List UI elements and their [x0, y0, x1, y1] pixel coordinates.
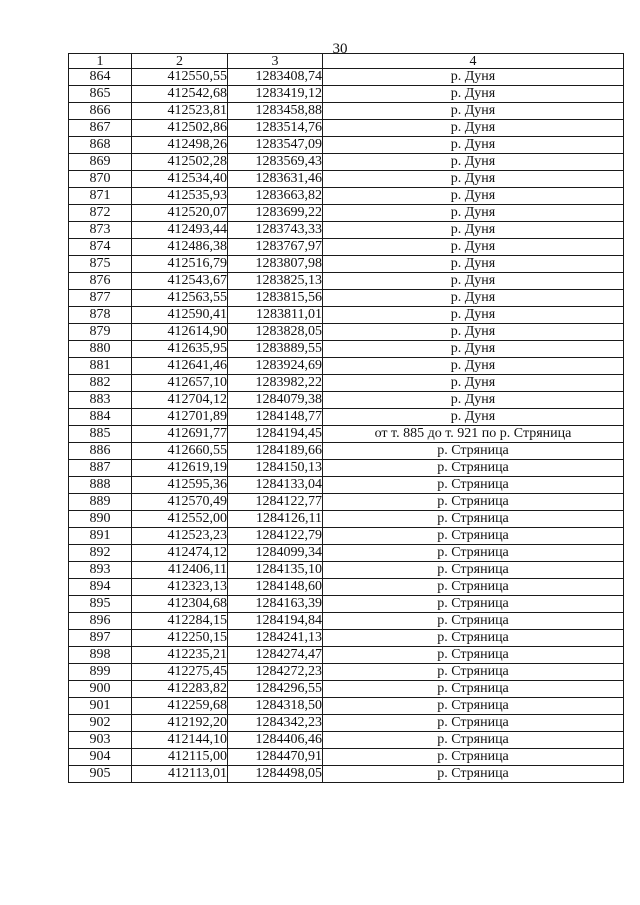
description-cell: р. Дуня	[323, 69, 624, 86]
y-coordinate-cell: 1283419,12	[228, 86, 323, 103]
x-coordinate-cell: 412523,81	[132, 103, 228, 120]
point-number-cell: 874	[69, 239, 132, 256]
y-coordinate-cell: 1283924,69	[228, 358, 323, 375]
table-row	[69, 732, 624, 749]
x-coordinate-cell: 412595,36	[132, 477, 228, 494]
y-coordinate-cell: 1284241,13	[228, 630, 323, 647]
description-cell: р. Стряница	[323, 596, 624, 613]
table-row	[69, 307, 624, 324]
header-cell-x: 2	[132, 54, 228, 69]
point-number-cell: 898	[69, 647, 132, 664]
y-coordinate-cell: 1283699,22	[228, 205, 323, 222]
point-number-cell: 864	[69, 69, 132, 86]
x-coordinate-cell: 412502,28	[132, 154, 228, 171]
description-cell: р. Дуня	[323, 120, 624, 137]
x-coordinate-cell: 412550,55	[132, 69, 228, 86]
description-cell: р. Стряница	[323, 562, 624, 579]
y-coordinate-cell: 1284274,47	[228, 647, 323, 664]
point-number-cell: 865	[69, 86, 132, 103]
page-number: 30	[332, 41, 348, 57]
point-number-cell: 904	[69, 749, 132, 766]
x-coordinate-cell: 412619,19	[132, 460, 228, 477]
x-coordinate-cell: 412614,90	[132, 324, 228, 341]
point-number-cell: 901	[69, 698, 132, 715]
y-coordinate-cell: 1283807,98	[228, 256, 323, 273]
point-number-cell: 882	[69, 375, 132, 392]
y-coordinate-cell: 1284318,50	[228, 698, 323, 715]
table-row	[69, 681, 624, 698]
description-cell: р. Стряница	[323, 766, 624, 783]
x-coordinate-cell: 412552,00	[132, 511, 228, 528]
description-cell: р. Дуня	[323, 290, 624, 307]
table-row	[69, 596, 624, 613]
table-row	[69, 443, 624, 460]
table-row	[69, 171, 624, 188]
y-coordinate-cell: 1283631,46	[228, 171, 323, 188]
x-coordinate-cell: 412534,40	[132, 171, 228, 188]
x-coordinate-cell: 412474,12	[132, 545, 228, 562]
description-cell: р. Стряница	[323, 613, 624, 630]
point-number-cell: 884	[69, 409, 132, 426]
header-cell-description: 4	[323, 54, 624, 69]
table-row	[69, 137, 624, 154]
point-number-cell: 883	[69, 392, 132, 409]
table-row	[69, 341, 624, 358]
y-coordinate-cell: 1283458,88	[228, 103, 323, 120]
description-cell: р. Дуня	[323, 103, 624, 120]
description-cell: р. Дуня	[323, 188, 624, 205]
point-number-cell: 879	[69, 324, 132, 341]
table-row	[69, 86, 624, 103]
description-cell: р. Дуня	[323, 154, 624, 171]
x-coordinate-cell: 412283,82	[132, 681, 228, 698]
y-coordinate-cell: 1283547,09	[228, 137, 323, 154]
x-coordinate-cell: 412542,68	[132, 86, 228, 103]
x-coordinate-cell: 412486,38	[132, 239, 228, 256]
y-coordinate-cell: 1284296,55	[228, 681, 323, 698]
x-coordinate-cell: 412563,55	[132, 290, 228, 307]
x-coordinate-cell: 412657,10	[132, 375, 228, 392]
point-number-cell: 868	[69, 137, 132, 154]
point-number-cell: 878	[69, 307, 132, 324]
x-coordinate-cell: 412323,13	[132, 579, 228, 596]
point-number-cell: 900	[69, 681, 132, 698]
table-row	[69, 290, 624, 307]
y-coordinate-cell: 1284148,77	[228, 409, 323, 426]
y-coordinate-cell: 1284148,60	[228, 579, 323, 596]
y-coordinate-cell: 1283811,01	[228, 307, 323, 324]
x-coordinate-cell: 412304,68	[132, 596, 228, 613]
description-cell: р. Стряница	[323, 732, 624, 749]
point-number-cell: 893	[69, 562, 132, 579]
x-coordinate-cell: 412704,12	[132, 392, 228, 409]
point-number-cell: 870	[69, 171, 132, 188]
y-coordinate-cell: 1284189,66	[228, 443, 323, 460]
description-cell: р. Стряница	[323, 698, 624, 715]
point-number-cell: 895	[69, 596, 132, 613]
point-number-cell: 875	[69, 256, 132, 273]
description-cell: р. Дуня	[323, 171, 624, 188]
point-number-cell: 896	[69, 613, 132, 630]
description-cell: р. Дуня	[323, 239, 624, 256]
description-cell: р. Дуня	[323, 86, 624, 103]
y-coordinate-cell: 1283514,76	[228, 120, 323, 137]
table-row	[69, 324, 624, 341]
point-number-cell: 877	[69, 290, 132, 307]
table-row	[69, 715, 624, 732]
x-coordinate-cell: 412406,11	[132, 562, 228, 579]
y-coordinate-cell: 1283408,74	[228, 69, 323, 86]
description-cell: р. Стряница	[323, 477, 624, 494]
description-cell: р. Дуня	[323, 409, 624, 426]
x-coordinate-cell: 412493,44	[132, 222, 228, 239]
table-row	[69, 426, 624, 443]
point-number-cell: 872	[69, 205, 132, 222]
description-cell: р. Дуня	[323, 358, 624, 375]
table-row	[69, 188, 624, 205]
table-row	[69, 409, 624, 426]
point-number-cell: 873	[69, 222, 132, 239]
y-coordinate-cell: 1283825,13	[228, 273, 323, 290]
y-coordinate-cell: 1283815,56	[228, 290, 323, 307]
table-row	[69, 239, 624, 256]
point-number-cell: 894	[69, 579, 132, 596]
x-coordinate-cell: 412498,26	[132, 137, 228, 154]
table-row	[69, 528, 624, 545]
table-row	[69, 562, 624, 579]
point-number-cell: 903	[69, 732, 132, 749]
header-cell-y: 3	[228, 54, 323, 69]
description-cell: р. Дуня	[323, 392, 624, 409]
description-cell: р. Стряница	[323, 579, 624, 596]
table-row	[69, 511, 624, 528]
y-coordinate-cell: 1284122,79	[228, 528, 323, 545]
header-cell-point-number: 1	[69, 54, 132, 69]
y-coordinate-cell: 1283663,82	[228, 188, 323, 205]
point-number-cell: 899	[69, 664, 132, 681]
description-cell: р. Дуня	[323, 222, 624, 239]
y-coordinate-cell: 1284342,23	[228, 715, 323, 732]
point-number-cell: 881	[69, 358, 132, 375]
table-row	[69, 392, 624, 409]
point-number-cell: 885	[69, 426, 132, 443]
point-number-cell: 866	[69, 103, 132, 120]
table-row	[69, 375, 624, 392]
point-number-cell: 892	[69, 545, 132, 562]
y-coordinate-cell: 1284470,91	[228, 749, 323, 766]
description-cell: р. Дуня	[323, 137, 624, 154]
description-cell: р. Дуня	[323, 324, 624, 341]
description-cell: р. Стряница	[323, 647, 624, 664]
y-coordinate-cell: 1284133,04	[228, 477, 323, 494]
description-cell: р. Стряница	[323, 528, 624, 545]
x-coordinate-cell: 412691,77	[132, 426, 228, 443]
table-row	[69, 477, 624, 494]
y-coordinate-cell: 1284194,45	[228, 426, 323, 443]
table-row	[69, 273, 624, 290]
table-row	[69, 103, 624, 120]
y-coordinate-cell: 1284194,84	[228, 613, 323, 630]
y-coordinate-cell: 1284079,38	[228, 392, 323, 409]
table-row	[69, 460, 624, 477]
x-coordinate-cell: 412113,01	[132, 766, 228, 783]
x-coordinate-cell: 412144,10	[132, 732, 228, 749]
description-cell: р. Стряница	[323, 664, 624, 681]
x-coordinate-cell: 412502,86	[132, 120, 228, 137]
x-coordinate-cell: 412275,45	[132, 664, 228, 681]
description-cell: р. Дуня	[323, 205, 624, 222]
table-row	[69, 749, 624, 766]
table-row	[69, 579, 624, 596]
description-cell: р. Стряница	[323, 630, 624, 647]
y-coordinate-cell: 1284099,34	[228, 545, 323, 562]
point-number-cell: 905	[69, 766, 132, 783]
point-number-cell: 889	[69, 494, 132, 511]
table-row	[69, 766, 624, 783]
point-number-cell: 876	[69, 273, 132, 290]
y-coordinate-cell: 1283767,97	[228, 239, 323, 256]
description-cell: р. Дуня	[323, 256, 624, 273]
description-cell: р. Дуня	[323, 375, 624, 392]
table-row	[69, 613, 624, 630]
y-coordinate-cell: 1283982,22	[228, 375, 323, 392]
table-row	[69, 358, 624, 375]
table-row	[69, 698, 624, 715]
point-number-cell: 891	[69, 528, 132, 545]
y-coordinate-cell: 1284135,10	[228, 562, 323, 579]
y-coordinate-cell: 1284498,05	[228, 766, 323, 783]
point-number-cell: 897	[69, 630, 132, 647]
point-number-cell: 888	[69, 477, 132, 494]
x-coordinate-cell: 412641,46	[132, 358, 228, 375]
x-coordinate-cell: 412192,20	[132, 715, 228, 732]
y-coordinate-cell: 1283743,33	[228, 222, 323, 239]
table-body	[69, 69, 624, 783]
point-number-cell: 902	[69, 715, 132, 732]
x-coordinate-cell: 412570,49	[132, 494, 228, 511]
table-row	[69, 69, 624, 86]
description-cell: от т. 885 до т. 921 по р. Стряница	[323, 426, 624, 443]
description-cell: р. Стряница	[323, 749, 624, 766]
point-number-cell: 869	[69, 154, 132, 171]
description-cell: р. Стряница	[323, 511, 624, 528]
table-row	[69, 630, 624, 647]
table-row	[69, 120, 624, 137]
table-row	[69, 664, 624, 681]
x-coordinate-cell: 412115,00	[132, 749, 228, 766]
description-cell: р. Стряница	[323, 715, 624, 732]
y-coordinate-cell: 1283828,05	[228, 324, 323, 341]
table-row	[69, 222, 624, 239]
y-coordinate-cell: 1284126,11	[228, 511, 323, 528]
table-row	[69, 205, 624, 222]
point-number-cell: 867	[69, 120, 132, 137]
table-row	[69, 154, 624, 171]
y-coordinate-cell: 1284272,23	[228, 664, 323, 681]
x-coordinate-cell: 412250,15	[132, 630, 228, 647]
coordinates-table	[68, 53, 624, 783]
x-coordinate-cell: 412259,68	[132, 698, 228, 715]
point-number-cell: 886	[69, 443, 132, 460]
y-coordinate-cell: 1284406,46	[228, 732, 323, 749]
header-row	[69, 54, 624, 69]
y-coordinate-cell: 1284150,13	[228, 460, 323, 477]
point-number-cell: 890	[69, 511, 132, 528]
table-row	[69, 494, 624, 511]
x-coordinate-cell: 412543,67	[132, 273, 228, 290]
table-row	[69, 256, 624, 273]
description-cell: р. Стряница	[323, 545, 624, 562]
y-coordinate-cell: 1283889,55	[228, 341, 323, 358]
table-header	[69, 54, 624, 69]
y-coordinate-cell: 1284163,39	[228, 596, 323, 613]
table-row	[69, 647, 624, 664]
x-coordinate-cell: 412635,95	[132, 341, 228, 358]
table-row	[69, 545, 624, 562]
x-coordinate-cell: 412284,15	[132, 613, 228, 630]
description-cell: р. Стряница	[323, 443, 624, 460]
x-coordinate-cell: 412235,21	[132, 647, 228, 664]
point-number-cell: 887	[69, 460, 132, 477]
x-coordinate-cell: 412535,93	[132, 188, 228, 205]
y-coordinate-cell: 1283569,43	[228, 154, 323, 171]
description-cell: р. Стряница	[323, 681, 624, 698]
point-number-cell: 871	[69, 188, 132, 205]
description-cell: р. Дуня	[323, 273, 624, 290]
y-coordinate-cell: 1284122,77	[228, 494, 323, 511]
x-coordinate-cell: 412590,41	[132, 307, 228, 324]
point-number-cell: 880	[69, 341, 132, 358]
description-cell: р. Стряница	[323, 460, 624, 477]
x-coordinate-cell: 412701,89	[132, 409, 228, 426]
x-coordinate-cell: 412523,23	[132, 528, 228, 545]
description-cell: р. Стряница	[323, 494, 624, 511]
x-coordinate-cell: 412520,07	[132, 205, 228, 222]
description-cell: р. Дуня	[323, 341, 624, 358]
x-coordinate-cell: 412660,55	[132, 443, 228, 460]
x-coordinate-cell: 412516,79	[132, 256, 228, 273]
description-cell: р. Дуня	[323, 307, 624, 324]
